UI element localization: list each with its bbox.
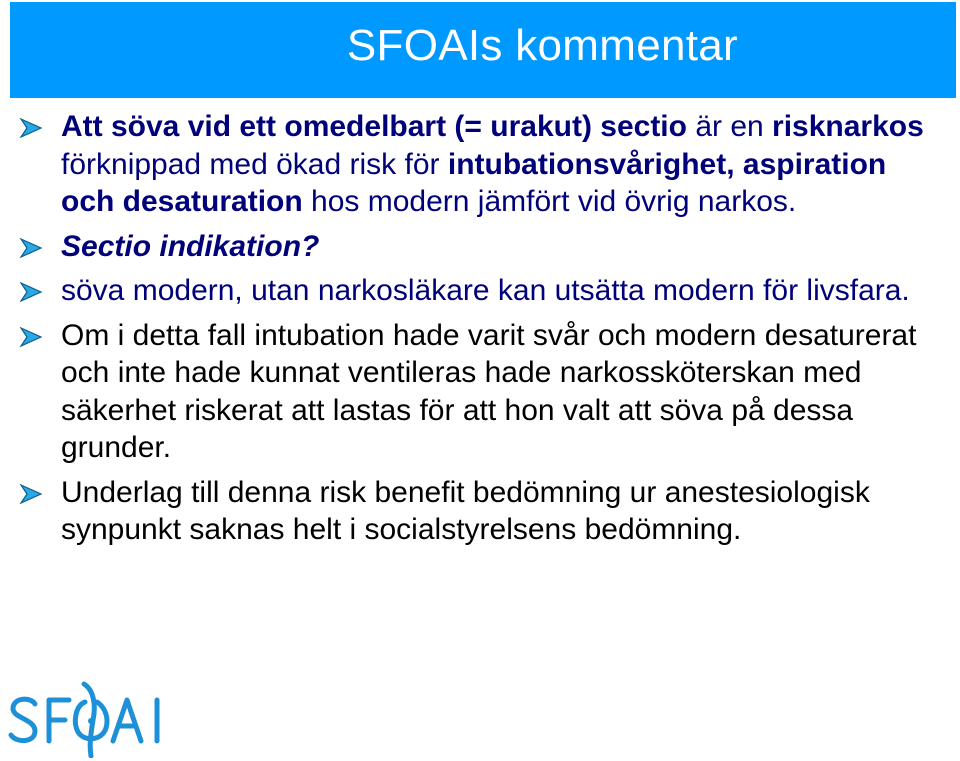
bullet-list (14, 108, 944, 556)
bullet-2-text: Sectio indikation? (61, 229, 320, 263)
bullet-1-text-end: hos modern jämfört vid övrig narkos. (302, 185, 797, 218)
arrow-bullet-icon (19, 118, 43, 138)
arrow-bullet-icon (19, 484, 43, 504)
bullet-item-4 (14, 317, 944, 467)
slide-title: SFOAIs kommentar (346, 21, 738, 70)
arrow-bullet-icon (19, 282, 43, 302)
bullet-1-emphasis-risknarkos: risknarkos (772, 110, 924, 143)
arrow-bullet-icon (19, 327, 43, 347)
sfoai-logo (5, 678, 175, 758)
bullet-item-2 (14, 228, 944, 266)
bullet-1-text: är en (686, 110, 773, 143)
arrow-bullet-icon (19, 238, 43, 258)
bullet-5-text: Underlag till denna risk benefit bedömning ur anestesiologisk synpunkt saknas helt i socialstyrelsens bedömning. (61, 475, 870, 546)
bullet-item-5 (14, 474, 944, 549)
bullet-4-text: Om i detta fall intubation hade varit svår och modern desaturerat och inte hade kunnat ventileras hade narkossköterskan med säkerhet riskerat att lastas för att hon valt att söva på dessa grunder. (61, 318, 917, 464)
bullet-1-emphasis-risks: intubationsvårighet, aspiration och desaturation (61, 147, 887, 218)
bullet-item-1 (14, 108, 944, 221)
bullet-1-emphasis: Att söva vid ett omedelbart (= urakut) sectio (61, 110, 687, 143)
bullet-item-3 (14, 272, 944, 310)
title-bar (10, 2, 956, 98)
bullet-3-text: söva modern, utan narkosläkare kan utsätta modern för livsfara. (61, 274, 910, 307)
bullet-1-text-middle: förknippad med ökad risk för (61, 147, 448, 181)
logo-dot (88, 718, 94, 724)
